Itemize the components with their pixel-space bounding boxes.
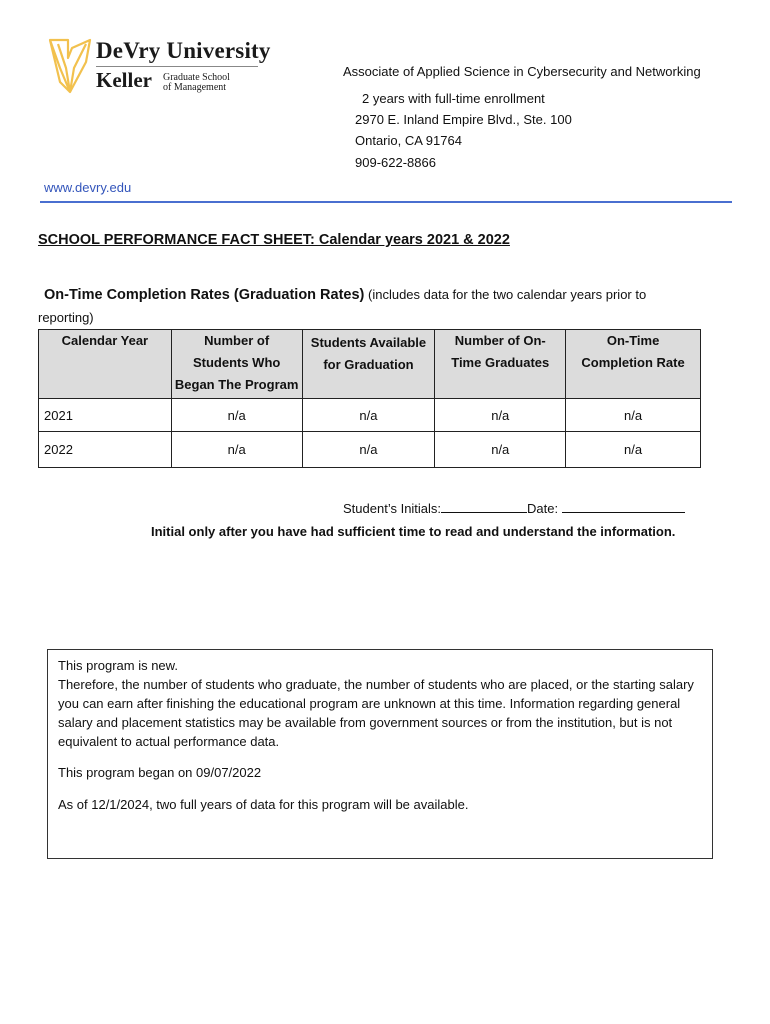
address-line2: Ontario, CA 91764 bbox=[355, 133, 462, 148]
header-text: Completion Rate bbox=[581, 355, 685, 370]
graduate-school-line1: Graduate School bbox=[163, 72, 230, 83]
cell-students-available: n/a bbox=[302, 399, 435, 432]
cell-students-began: n/a bbox=[171, 432, 302, 468]
cell-ontime-graduates: n/a bbox=[435, 432, 566, 468]
cell-year: 2021 bbox=[39, 399, 172, 432]
section-note-continued: reporting) bbox=[38, 310, 94, 325]
phone-number: 909-622-8866 bbox=[355, 155, 436, 170]
header-students-began bbox=[171, 330, 302, 399]
cell-year: 2022 bbox=[39, 432, 172, 468]
header-text: Began The Program bbox=[174, 377, 299, 392]
page-title: SCHOOL PERFORMANCE FACT SHEET: Calendar years 2021 & 2022 bbox=[38, 232, 510, 248]
notice-available: As of 12/1/2024, two full years of data for this program will be available. bbox=[58, 797, 469, 812]
header-ontime-graduates bbox=[435, 330, 566, 399]
header-completion-rate bbox=[566, 330, 701, 399]
section-heading-title: On-Time Completion Rates (Graduation Rates) bbox=[44, 287, 365, 303]
keller-name: Keller bbox=[96, 68, 152, 92]
website-link[interactable]: www.devry.edu bbox=[44, 180, 132, 195]
program-duration: 2 years with full-time enrollment bbox=[362, 91, 545, 106]
header-students-available bbox=[302, 330, 435, 399]
header-text: for Graduation bbox=[323, 357, 414, 372]
notice-line1: This program is new. bbox=[58, 658, 178, 673]
initials-line bbox=[343, 501, 685, 516]
table-row bbox=[39, 432, 701, 468]
section-heading bbox=[44, 287, 646, 303]
initials-instruction: Initial only after you have had sufficient time to read and understand the information. bbox=[151, 524, 676, 539]
header-text: Students Available bbox=[310, 335, 427, 350]
header-text: Number of On- bbox=[454, 333, 546, 348]
header-text: Calendar Year bbox=[61, 333, 149, 348]
header-rule bbox=[40, 201, 732, 203]
program-notice-box bbox=[47, 649, 713, 859]
cell-students-available: n/a bbox=[302, 432, 435, 468]
section-note: (includes data for the two calendar years prior to bbox=[364, 287, 647, 302]
logo-divider bbox=[96, 66, 258, 67]
header-text: Number of bbox=[204, 333, 270, 348]
header-text: On-Time bbox=[606, 333, 660, 348]
table-header-row bbox=[39, 330, 701, 399]
initials-label: Student’s Initials: bbox=[343, 501, 442, 516]
program-name: Associate of Applied Science in Cybersecurity and Networking bbox=[343, 64, 701, 79]
cell-students-began: n/a bbox=[171, 399, 302, 432]
graduate-school-line2: of Management bbox=[163, 82, 227, 93]
cell-completion-rate: n/a bbox=[566, 399, 701, 432]
university-name: DeVry University bbox=[96, 38, 271, 63]
initials-field[interactable] bbox=[441, 501, 527, 513]
notice-began: This program began on 09/07/2022 bbox=[58, 765, 262, 780]
header-text: Time Graduates bbox=[451, 355, 550, 370]
date-label: Date: bbox=[527, 501, 562, 516]
date-field[interactable] bbox=[562, 501, 685, 513]
cell-completion-rate: n/a bbox=[566, 432, 701, 468]
table-row bbox=[39, 399, 701, 432]
notice-body: Therefore, the number of students who graduate, the number of students who are placed, or the starting salary you can earn after finishing the educational program are unknown at this time. Information regarding general salary and placement statistics may be available from government sources or from the institution, but is not equivalent to actual performance data. bbox=[58, 677, 694, 749]
address-line1: 2970 E. Inland Empire Blvd., Ste. 100 bbox=[355, 112, 572, 127]
header-text: Students Who bbox=[192, 355, 281, 370]
graduate-school-label bbox=[163, 73, 230, 93]
cell-ontime-graduates: n/a bbox=[435, 399, 566, 432]
completion-rates-table bbox=[38, 329, 701, 468]
header-calendar-year bbox=[39, 330, 172, 399]
